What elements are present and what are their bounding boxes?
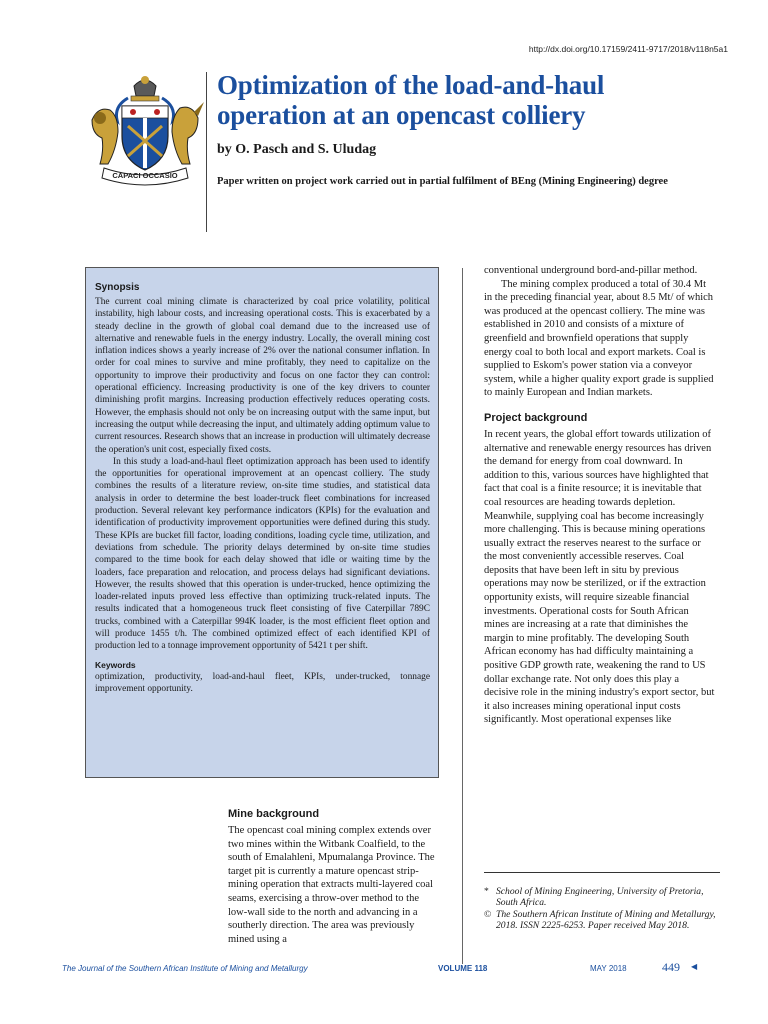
paper-title: Optimization of the load-and-haul operation at an opencast colliery <box>217 70 605 130</box>
mine-background-heading: Mine background <box>228 808 320 820</box>
synopsis-heading: Synopsis <box>95 282 140 293</box>
footnote-copyright <box>484 909 720 932</box>
synopsis-paragraph-2: In this study a load-and-haul fleet optimization approach has been used to identify the opportunities for operational improvement at an opencast colliery. The study combines the results of a literature review, on-site time studies, and statistical data analysis in order to determine the best loader-truck fleet combinations for increased production. Several relevant key performance indicators (KPIs) for the evaluation and identification of productivity improvement opportunities were defined during this study. These KPIs are bucket fill factor, loading conditions, loading cycle time, utilization, and deviations from schedule. The priority delays determined by on-site time studies compared to the time book for each delay showed that idle or waiting time by the loaders, face preparation and relocation, and process delays had significant deviations. However, the results showed that this operation is under-trucked, hence optimizing the loader-related inputs proved less effective than optimizing truck-related inputs. The results indicated that a homogeneous truck fleet consisting of five Caterpillar 789C trucks, combined with a Caterpillar 994K loader, is the most efficient fleet option and will produce 1455 t/h. The combined optimized effect of each identified KPI of production led to a tonnage improvement opportunity of 5421 t per shift. <box>95 456 430 652</box>
keywords-heading: Keywords <box>95 659 136 670</box>
right-column <box>484 264 716 727</box>
header-divider <box>206 72 207 232</box>
synopsis-box <box>85 267 439 778</box>
institute-crest-logo <box>84 72 206 190</box>
page-footer <box>62 962 722 978</box>
project-background-heading: Project background <box>484 411 588 424</box>
page-number: 449 <box>662 960 680 974</box>
previous-page-arrow-icon[interactable]: ◀ <box>691 962 698 971</box>
footnote-copyright-text: The Southern African Institute of Mining and Metallurgy, 2018. ISSN 2225-6253. Paper received May 2018. <box>496 908 716 932</box>
footnote-marker-2: © <box>484 908 492 920</box>
footnote-affiliation <box>484 886 720 909</box>
mine-background-text: The opencast coal mining complex extends over two mines within the Witbank Coalfield, to the south of Emalahleni, Mpumalanga Province. The target pit is currently a mature opencast strip-mining operation that extracts multi-layered coal seams, exercising a throw-over method to the low-wall side to the north and advancing in a southerly direction. The area was previously mined using a <box>228 825 435 945</box>
synopsis-paragraph-1: The current coal mining climate is characterized by coal price volatility, political instability, high labour costs, and increasing operational costs. This is exacerbated by a steady decline in the growth of global coal demand due to the increased use of alternative and renewable fuels in the energy industry. Locally, the overall mining cost inflation indices shows a yearly increase of 2% over the national consumer inflation. In order for coal mines to survive and mine profitably, they need to capitalize on the opportunity to improve their productivity and focus on one factor they can control: operational efficiency. Increasing productivity is one of the key drivers to counter diminishing profit margins. Increasing production effectively reduces operating costs. However, the emphasis should not only be on increasing output with the same input, but increasing the output while decreasing the input, and ultimately adding optimum value to current resources. Research shows that an increase in production will ultimately decrease the operation's unit cost, especially fixed costs. <box>95 297 430 455</box>
crest-motto: CAPACI OCCASIO <box>112 171 178 180</box>
paper-note: Paper written on project work carried out in partial fulfilment of BEng (Mining Engineering) degree <box>217 176 668 187</box>
footnote-marker-1: * <box>484 886 489 897</box>
doi-link[interactable]: http://dx.doi.org/10.17159/2411-9717/2018/v118n5a1 <box>528 44 728 54</box>
footer-journal-name: The Journal of the Southern African Institute of Mining and Metallurgy <box>62 964 308 973</box>
footnotes <box>484 886 720 932</box>
paper-authors: by O. Pasch and S. Uludag <box>217 142 377 157</box>
right-paragraph-2: The mining complex produced a total of 30.4 Mt in the preceding financial year, about 8.5 Mt/ of which was produced at the opencast colliery. The mine was established in 2010 and consists of a mixture of greenfield and brownfield operations that supply energy coal to both local and export markets. Coal is supplied to Eskom's power station via a conveyor system, while a higher quality export grade is supplied to mainly European and Indian markets. <box>484 278 714 399</box>
footer-volume: VOLUME 118 <box>438 964 488 973</box>
right-paragraph-1: conventional underground bord-and-pillar method. <box>484 265 698 276</box>
footer-column-divider <box>462 884 463 964</box>
mine-background-section <box>228 808 440 946</box>
footnote-affiliation-text: School of Mining Engineering, University of Pretoria, South Africa. <box>496 886 704 909</box>
project-background-text: In recent years, the global effort towards utilization of alternative and renewable energy resources has driven the demand for energy from coal downward. In addition to this, various sources have highlighted that fact that coal is a finite resource; it is inevitable that coal resources are heading towards depletion. Meanwhile, supplying coal has become increasingly more challenging. This is because mining operations usually extract the reserves nearest to the surface or the most conveniently accessible reserves. Coal deposits that have been left in situ by previous operations may now be sterilized, or if the extraction opportunity exists, will require sizeable financial investments. Operational costs for South African mines are increasing at a rate that diminishes the margin to mine profitably. The developing South African economy has had difficulty maintaining a positive GDP growth rate, weakening the rand to US dollar exchange rate. Not only does this play a decisive role in the mining industry's export sector, but it also increases mining operational input costs significantly. Most operational expenses like <box>484 428 715 726</box>
column-divider <box>462 268 463 884</box>
footnote-divider <box>484 872 720 873</box>
keywords-text: optimization, productivity, load-and-haul fleet, KPIs, under-trucked, tonnage improvement opportunity. <box>95 671 430 694</box>
footer-month: MAY 2018 <box>590 964 627 973</box>
